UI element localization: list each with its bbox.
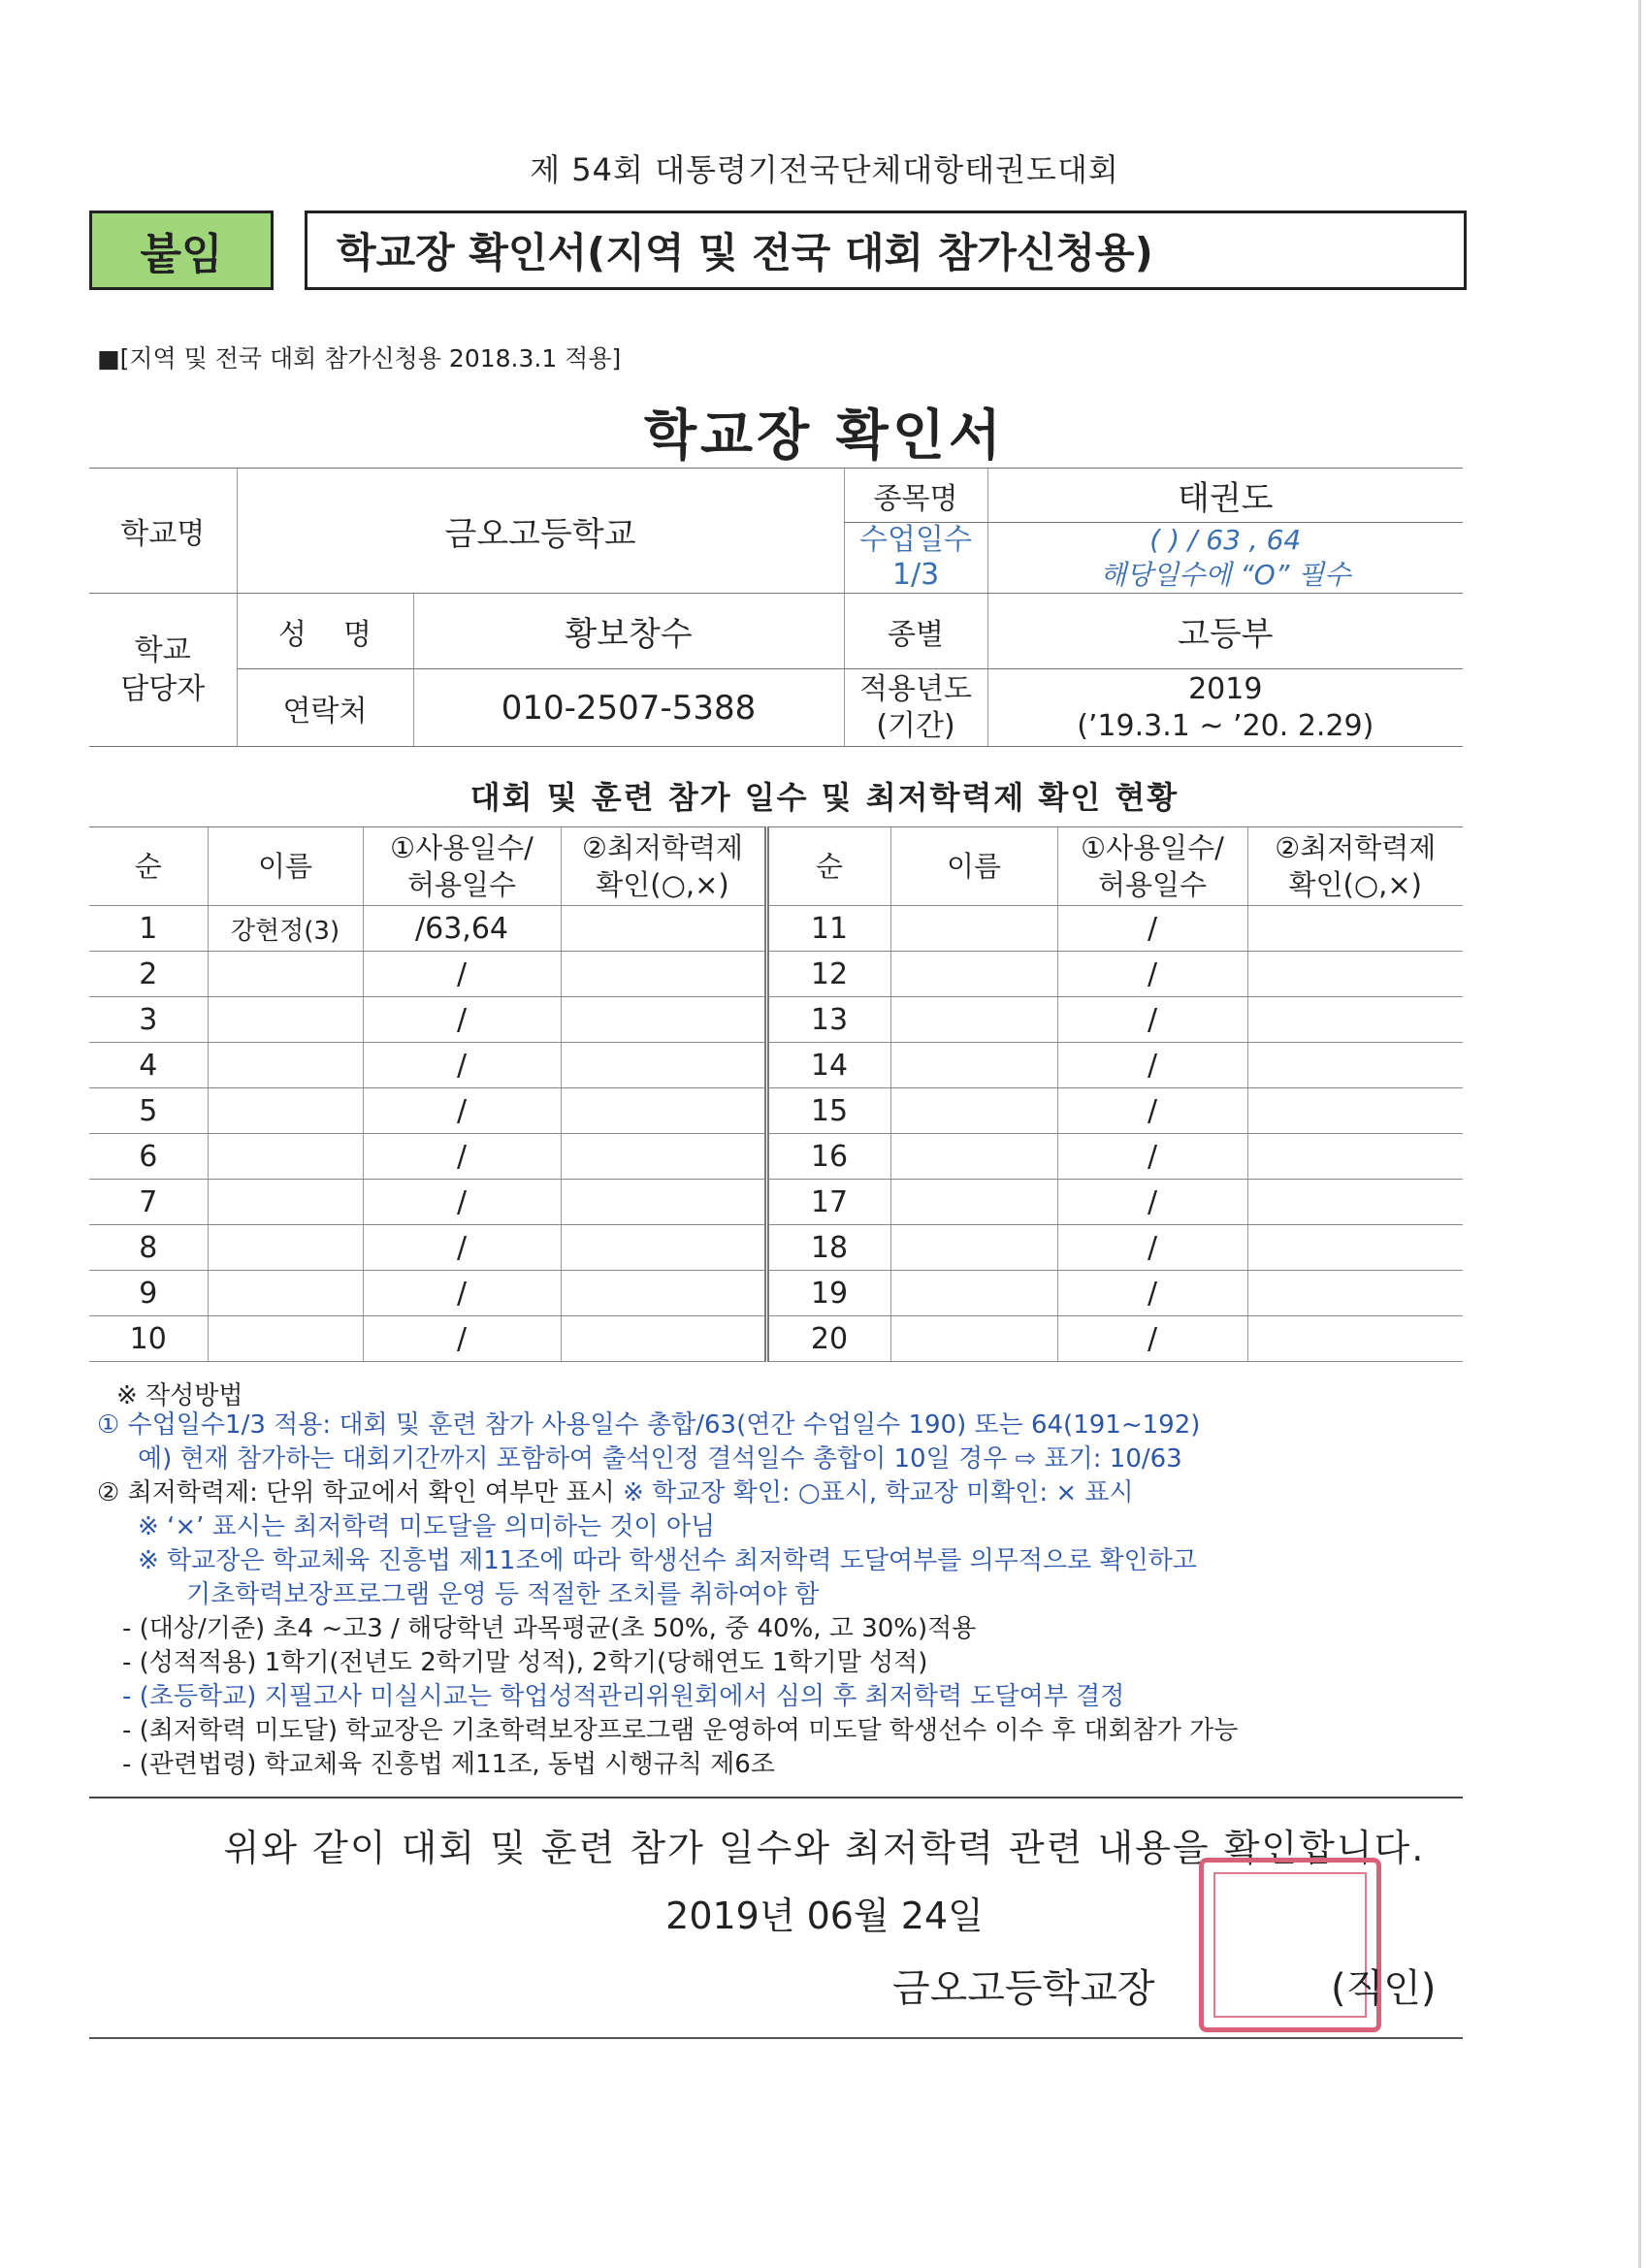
row-number: 6 xyxy=(89,1134,208,1180)
participant-name xyxy=(890,1134,1057,1180)
table-row xyxy=(89,1180,1463,1225)
used-days: / xyxy=(1057,1043,1247,1088)
manager-label-line2: 담당자 xyxy=(120,671,206,706)
detail-2: - (성적적용) 1학기(전년도 2학기말 성적), 2학기(당해연도 1학기말 성적) xyxy=(122,1648,928,1677)
participant-name xyxy=(890,1088,1057,1134)
apply-year-value-line1: 2019 xyxy=(1188,671,1263,706)
bottom-divider xyxy=(89,2037,1463,2039)
manager-label xyxy=(89,594,237,747)
participant-name xyxy=(890,1271,1057,1316)
note-2c: ※ 학교장은 학교체육 진흥법 제11조에 따라 학생선수 최저학력 도달여부를 의무적으로 확인하고 xyxy=(138,1546,1197,1575)
used-days: /63,64 xyxy=(363,906,561,952)
min-level-check xyxy=(1247,1088,1463,1134)
division-value: 고등부 xyxy=(987,594,1463,669)
min-level-check xyxy=(1247,906,1463,952)
header-days-right-line2: 허용일수 xyxy=(1097,868,1208,901)
min-level-check xyxy=(1247,1180,1463,1225)
class-days-value-line2: 해당일수에 “O” 필수 xyxy=(1100,559,1351,591)
row-number: 15 xyxy=(766,1088,890,1134)
note-2a-blue: ※ 학교장 확인: ○표시, 학교장 미확인: × 표시 xyxy=(623,1478,1134,1507)
used-days: / xyxy=(1057,1316,1247,1362)
row-number: 12 xyxy=(766,952,890,997)
notes-heading: ※ 작성방법 xyxy=(116,1381,243,1410)
seal-label: (직인) xyxy=(1331,1966,1437,2011)
used-days: / xyxy=(363,1134,561,1180)
class-days-value-line1: ( ) / 63 , 64 xyxy=(1149,524,1302,556)
table-row xyxy=(89,1271,1463,1316)
min-level-check xyxy=(561,1180,766,1225)
used-days: / xyxy=(1057,1134,1247,1180)
header-min-line2: 확인(○,×) xyxy=(596,868,729,901)
row-number: 18 xyxy=(766,1225,890,1271)
min-level-check xyxy=(561,1088,766,1134)
row-number: 9 xyxy=(89,1271,208,1316)
table-row xyxy=(89,906,1463,952)
notes-block xyxy=(89,1409,1476,1782)
manager-name-label: 성 명 xyxy=(237,594,413,669)
participation-rows xyxy=(89,906,1463,1362)
apply-year-label xyxy=(844,669,987,747)
participant-name xyxy=(208,1134,363,1180)
participant-name xyxy=(890,1225,1057,1271)
used-days: / xyxy=(363,952,561,997)
used-days: / xyxy=(363,1271,561,1316)
signer-name: 금오고등학교장 xyxy=(892,1966,1155,2011)
min-level-check xyxy=(561,952,766,997)
participant-name xyxy=(890,906,1057,952)
detail-4: - (최저학력 미도달) 학교장은 기초학력보장프로그램 운영하여 미도달 학생선수 이수 후 대회참가 가능 xyxy=(122,1716,1239,1745)
header-days-right-line1: ①사용일수/ xyxy=(1081,831,1224,864)
participant-name xyxy=(208,1088,363,1134)
row-number: 10 xyxy=(89,1316,208,1362)
min-level-check xyxy=(561,1316,766,1362)
participant-name xyxy=(890,1316,1057,1362)
class-days-label-line2: 1/3 xyxy=(891,558,940,592)
row-number: 14 xyxy=(766,1043,890,1088)
min-level-check xyxy=(561,1043,766,1088)
header-name-right: 이름 xyxy=(890,827,1057,906)
document-title: 학교장 확인서 xyxy=(643,405,1006,468)
min-level-check xyxy=(1247,1316,1463,1362)
header-days-right xyxy=(1057,827,1247,906)
section-title: 대회 및 훈련 참가 일수 및 최저학력제 확인 현황 xyxy=(469,779,1180,816)
participant-name xyxy=(890,1043,1057,1088)
note-2d: 기초학력보장프로그램 운영 등 적절한 조치를 취하여야 함 xyxy=(186,1580,820,1609)
used-days: / xyxy=(363,1316,561,1362)
row-number: 2 xyxy=(89,952,208,997)
row-number: 11 xyxy=(766,906,890,952)
participant-name xyxy=(208,1225,363,1271)
division-label: 종별 xyxy=(844,594,987,669)
used-days: / xyxy=(1057,1225,1247,1271)
contact-value: 010-2507-5388 xyxy=(413,669,844,747)
header-days-line2: 허용일수 xyxy=(406,868,517,901)
row-number: 3 xyxy=(89,997,208,1043)
participant-name xyxy=(208,997,363,1043)
event-label: 종목명 xyxy=(844,469,987,523)
used-days: / xyxy=(1057,952,1247,997)
used-days: / xyxy=(363,1180,561,1225)
row-number: 4 xyxy=(89,1043,208,1088)
form-banner-title: 학교장 확인서(지역 및 전국 대회 참가신청용) xyxy=(305,211,1467,290)
apply-year-label-line1: 적용년도 xyxy=(859,671,972,706)
min-level-check xyxy=(1247,997,1463,1043)
participation-table xyxy=(89,826,1463,1362)
min-level-check xyxy=(1247,1134,1463,1180)
school-name-label: 학교명 xyxy=(89,469,237,594)
header-no: 순 xyxy=(89,827,208,906)
header-min-line1: ②최저학력제 xyxy=(581,831,744,864)
header-days xyxy=(363,827,561,906)
note-1b: 예) 현재 참가하는 대회기간까지 포함하여 출석인정 결석일수 총합이 10일 경우 ⇨ 표기: 10/63 xyxy=(138,1444,1182,1474)
min-level-check xyxy=(561,997,766,1043)
participant-name: 강현정(3) xyxy=(208,906,363,952)
used-days: / xyxy=(363,1043,561,1088)
row-number: 5 xyxy=(89,1088,208,1134)
participant-name xyxy=(208,1180,363,1225)
school-name-value: 금오고등학교 xyxy=(237,469,844,594)
table-row xyxy=(89,997,1463,1043)
header-days-line1: ①사용일수/ xyxy=(390,831,534,864)
table-row xyxy=(89,1088,1463,1134)
note-1a: ① 수업일수1/3 적용: 대회 및 훈련 참가 사용일수 총합/63(연간 수업일수 190) 또는 64(191~192) xyxy=(97,1410,1201,1440)
manager-name-value: 황보창수 xyxy=(413,594,844,669)
attachment-label: 붙임 xyxy=(89,211,274,290)
table-row xyxy=(89,1316,1463,1362)
apply-year-value-line2: (’19.3.1 ~ ’20. 2.29) xyxy=(1077,708,1374,743)
header-no-right: 순 xyxy=(766,827,890,906)
participant-name xyxy=(208,1271,363,1316)
event-value: 태권도 xyxy=(987,469,1463,523)
participant-name xyxy=(208,1316,363,1362)
note-2b: ※ ‘×’ 표시는 최저학력 미도달을 의미하는 것이 아님 xyxy=(138,1512,716,1541)
class-days-label xyxy=(844,523,987,594)
used-days: / xyxy=(363,997,561,1043)
header-min-right-line2: 확인(○,×) xyxy=(1288,868,1422,901)
row-number: 20 xyxy=(766,1316,890,1362)
detail-1: - (대상/기준) 초4 ~고3 / 해당학년 과목평균(초 50%, 중 40%, 고 30%)적용 xyxy=(122,1614,977,1643)
note-2a xyxy=(89,1476,1476,1510)
table-header-row xyxy=(89,827,1463,906)
used-days: / xyxy=(363,1225,561,1271)
table-row xyxy=(89,1134,1463,1180)
header-min-level-right xyxy=(1247,827,1463,906)
row-number: 19 xyxy=(766,1271,890,1316)
class-days-label-line1: 수업일수 xyxy=(859,523,972,557)
apply-year-value xyxy=(987,669,1463,747)
row-number: 17 xyxy=(766,1180,890,1225)
min-level-check xyxy=(561,1271,766,1316)
min-level-check xyxy=(1247,1043,1463,1088)
header-min-level xyxy=(561,827,766,906)
min-level-check xyxy=(1247,1271,1463,1316)
min-level-check xyxy=(561,906,766,952)
confirmation-date: 2019년 06월 24일 xyxy=(665,1895,984,1937)
min-level-check xyxy=(561,1134,766,1180)
participant-name xyxy=(208,1043,363,1088)
contact-label: 연락처 xyxy=(237,669,413,747)
used-days: / xyxy=(1057,1180,1247,1225)
min-level-check xyxy=(1247,952,1463,997)
used-days: / xyxy=(1057,1271,1247,1316)
confirmation-statement: 위와 같이 대회 및 훈련 참가 일수와 최저학력 관련 내용을 확인합니다. xyxy=(223,1827,1426,1869)
min-level-check xyxy=(1247,1225,1463,1271)
notes-divider xyxy=(89,1797,1463,1798)
row-number: 8 xyxy=(89,1225,208,1271)
used-days: / xyxy=(1057,1088,1247,1134)
participant-name xyxy=(208,952,363,997)
note-2a-text: ② 최저학력제: 단위 학교에서 확인 여부만 표시 xyxy=(97,1478,624,1507)
table-row xyxy=(89,952,1463,997)
apply-note: ■[지역 및 전국 대회 참가신청용 2018.3.1 적용] xyxy=(97,344,622,373)
school-info-table xyxy=(89,468,1463,747)
row-number: 1 xyxy=(89,906,208,952)
class-days-value xyxy=(987,523,1463,594)
detail-3: - (초등학교) 지필고사 미실시교는 학업성적관리위원회에서 심의 후 최저학력 도달여부 결정 xyxy=(122,1682,1125,1711)
apply-year-label-line2: (기간) xyxy=(876,708,955,743)
competition-title: 제 54회 대통령기전국단체대항태권도대회 xyxy=(530,151,1119,188)
participant-name xyxy=(890,952,1057,997)
min-level-check xyxy=(561,1225,766,1271)
used-days: / xyxy=(1057,906,1247,952)
detail-5: - (관련법령) 학교체육 진흥법 제11조, 동법 시행규칙 제6조 xyxy=(122,1750,775,1779)
participant-name xyxy=(890,997,1057,1043)
row-number: 16 xyxy=(766,1134,890,1180)
header-name: 이름 xyxy=(208,827,363,906)
manager-label-line1: 학교 xyxy=(134,632,191,667)
table-row xyxy=(89,1225,1463,1271)
header-min-right-line1: ②최저학력제 xyxy=(1275,831,1437,864)
used-days: / xyxy=(363,1088,561,1134)
row-number: 13 xyxy=(766,997,890,1043)
participant-name xyxy=(890,1180,1057,1225)
table-row xyxy=(89,1043,1463,1088)
used-days: / xyxy=(1057,997,1247,1043)
row-number: 7 xyxy=(89,1180,208,1225)
